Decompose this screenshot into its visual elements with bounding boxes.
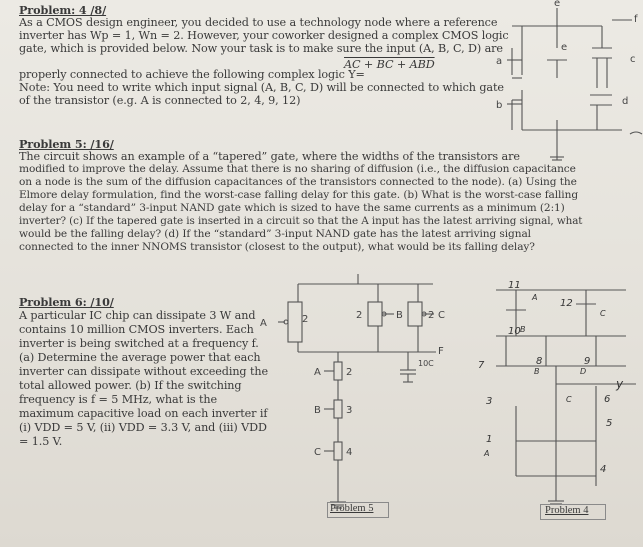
input-label: B — [396, 310, 403, 321]
hand-number: 10 — [508, 326, 521, 337]
problem-6-line: A particular IC chip can dissipate 3 W and — [19, 309, 256, 322]
problem-5-line: modified to improve the delay. Assume that there is no sharing of diffusion (i.e., the diffusion capacitance — [19, 163, 576, 175]
hand-number: 1 — [486, 434, 493, 445]
hand-letter: D — [580, 367, 587, 376]
logic-expression: AC + BC + ABD — [344, 58, 435, 71]
width-label: 2 — [356, 310, 363, 321]
problem-5-heading: Problem 5: /16/ — [19, 137, 114, 151]
hand-letter: A — [484, 449, 490, 458]
input-label: B — [314, 405, 321, 416]
pin-label: d — [622, 96, 629, 107]
width-label: 4 — [346, 447, 353, 458]
hand-number: 8 — [536, 356, 543, 367]
problem-5-line: Elmore delay formulation, find the worst-case falling delay for this gate. (b) What is the worst-case falling — [19, 189, 579, 201]
problem-5-line: connected to the inner NNOMS transistor (closest to the output), what would be its falling delay? — [19, 241, 535, 253]
problem-4-heading: Problem: 4 /8/ — [19, 3, 107, 17]
pin-label: e — [561, 42, 568, 53]
problem-5-line: inverter? (c) If the tapered gate is inserted in a circuit so that the A input has the latest arriving signal, what — [19, 215, 583, 227]
problem-4-line: of the transistor (e.g. A is connected to 2, 4, 9, 12) — [19, 94, 301, 107]
problem-6-line: total allowed power. (b) If the switching — [19, 379, 242, 392]
input-label: A — [260, 318, 267, 329]
problem-6-line: maximum capacitive load on each inverter if — [19, 407, 268, 420]
pin-label: f — [634, 14, 638, 25]
problem-6-line: contains 10 million CMOS inverters. Each — [19, 323, 254, 336]
pin-label: b — [496, 100, 503, 111]
problem-6-line: inverter can dissipate without exceeding the — [19, 365, 268, 378]
problem-4-caption: Problem 4 — [545, 505, 589, 516]
problem-6-heading: Problem 6: /10/ — [19, 295, 114, 309]
hand-number: 11 — [508, 280, 521, 291]
pin-label: a — [496, 56, 503, 67]
problem-6-line: frequency is f = 5 MHz, what is the — [19, 393, 218, 406]
width-label: 2 — [302, 314, 309, 325]
width-label: 2 — [346, 367, 353, 378]
problem-6-line: inverter is being switched at a frequency f. — [19, 337, 259, 350]
output-label: F — [438, 346, 444, 357]
pin-label: e — [554, 0, 561, 9]
problem-5-line: The circuit shows an example of a “tapered” gate, where the widths of the transistors are — [19, 150, 520, 163]
problem-5-line: would be the falling delay? (d) If the “standard” 3-input NAND gate has the latest arriving signal — [19, 228, 531, 240]
problem-4-schematic — [476, 276, 641, 516]
hand-letter: C — [566, 395, 572, 404]
problem-4-line: Note: You need to write which input signal (A, B, C, D) will be connected to which gate — [19, 81, 504, 94]
width-label: 3 — [346, 405, 353, 416]
input-label: A — [314, 367, 321, 378]
hand-letter: B — [520, 325, 526, 334]
problem-6-line: = 1.5 V. — [19, 435, 63, 448]
cap-label: 10C — [418, 359, 434, 368]
hand-number: 3 — [486, 396, 493, 407]
input-label: C — [314, 447, 321, 458]
hand-letter: B — [534, 367, 540, 376]
tapered-nand-schematic — [258, 272, 458, 512]
hand-number: 5 — [606, 418, 613, 429]
problem-6-line: (a) Determine the average power that each — [19, 351, 261, 364]
problem-4-line: inverter has Wp = 1, Wn = 2. However, your coworker designed a complex CMOS logic — [19, 29, 509, 42]
hand-number: 4 — [600, 464, 607, 475]
problem-5-line: on a node is the sum of the diffusion capacitances of the transistors connected to the node). (a) Using the — [19, 176, 577, 188]
problem-5-line: delay for a “standard” 3-input NAND gate which is sized to have the same currents as a minimum (2:1) — [19, 202, 565, 214]
problem-4-line: gate, which is provided below. Now your task is to make sure the input (A, B, C, D) are — [19, 42, 503, 55]
hand-number: 12 — [560, 298, 573, 309]
hand-letter: A — [532, 293, 538, 302]
pin-label: c — [630, 54, 636, 65]
complex-gate-schematic — [482, 0, 642, 170]
input-label: C — [438, 310, 445, 321]
problem-4-line: properly connected to achieve the following complex logic Y= — [19, 68, 365, 81]
hand-letter: C — [600, 309, 606, 318]
output-label: y — [616, 377, 624, 391]
hand-number: 7 — [478, 360, 485, 371]
width-label: 2 — [428, 310, 435, 321]
problem-4-line: As a CMOS design engineer, you decided to use a technology node where a reference — [19, 16, 498, 29]
problem-5-caption: Problem 5 — [330, 503, 374, 514]
hand-number: 9 — [584, 356, 591, 367]
hand-number: 6 — [604, 394, 611, 405]
problem-6-line: (i) VDD = 5 V, (ii) VDD = 3.3 V, and (iii) VDD — [19, 421, 267, 434]
